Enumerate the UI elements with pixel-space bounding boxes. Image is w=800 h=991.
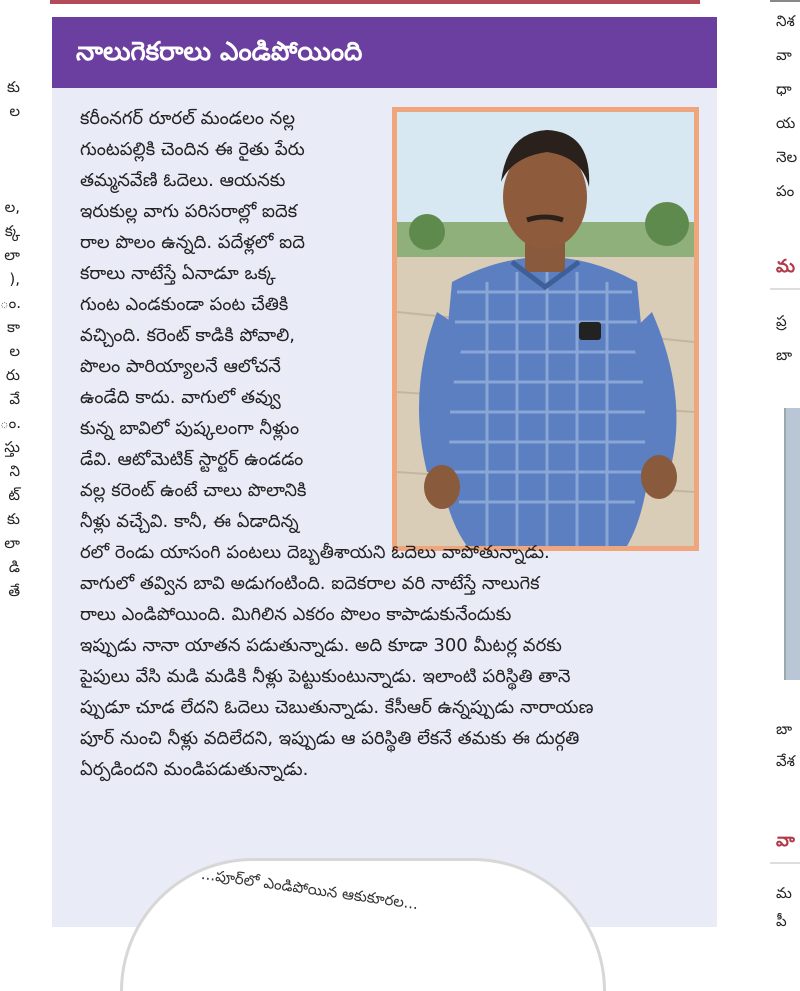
right-fragment: పీ: [776, 912, 787, 927]
right-fragment: పం: [776, 182, 795, 200]
left-fragment: రు: [5, 366, 20, 384]
right-fragment: బా: [776, 346, 793, 364]
body-line: కరీంనగర్ రూరల్ మండలం నల్ల: [80, 108, 296, 129]
left-fragment: ల: [9, 342, 20, 360]
body-line: పొలం పారియ్యాలనే ఆలోచనే: [80, 356, 281, 377]
left-fragment: డి: [8, 558, 20, 576]
top-rule: [50, 0, 700, 4]
right-fragment: బా: [776, 720, 793, 738]
left-fragment: కు: [6, 510, 20, 528]
right-fragment: వేశ: [776, 752, 795, 770]
left-fragment: [0, 152, 22, 176]
right-fragment: య: [776, 114, 796, 132]
left-fragment: ని: [9, 462, 20, 480]
left-column-fragment: [0, 80, 22, 608]
left-fragment: ల: [9, 102, 20, 120]
article-headline: నాలుగెకరాలు ఎండిపోయింది: [52, 17, 717, 88]
next-photo-frame: [120, 858, 606, 991]
body-line: కున్న బావిలో పుష్కలంగా నీళ్లుం: [80, 418, 300, 439]
article-box: [52, 17, 717, 927]
left-fragment: ),: [9, 270, 20, 288]
right-heading: మ: [776, 256, 796, 277]
right-fragment: ధా: [776, 80, 792, 98]
body-line: ఇరుకుల్ల వాగు పరిసరాల్లో ఐదెక: [80, 201, 298, 222]
body-line: రాల పొలం ఉన్నది. పదేళ్లలో ఐదె: [80, 232, 305, 253]
left-fragment: ల,: [4, 198, 20, 216]
left-fragment: కు: [6, 78, 20, 96]
body-line: వల్ల కరెంట్ ఉంటే చాలు పొలానికి: [80, 480, 307, 501]
farmer-photo-image: [397, 112, 694, 546]
body-line: గుంట ఎండకుండా పంట చేతికి: [80, 294, 289, 315]
left-fragment: ం.: [0, 294, 22, 312]
body-line: ఉండేది కాదు. వాగులో తవ్వు: [80, 387, 281, 408]
body-line: ప్పుడూ చూడ లేదని ఓదెలు చెబుతున్నాడు. కేసీఆర్ ఉన్నప్పుడు నారాయణ: [80, 697, 594, 718]
body-line: వచ్చింది. కరెంట్ కాడికి పోవాలి,: [80, 325, 295, 346]
body-line: పూర్ నుంచి నీళ్లు వదిలేదని, ఇప్పుడు ఆ పరిస్థితి లేకనే తమకు ఈ దుర్గతి: [80, 728, 580, 749]
left-fragment: వే: [9, 390, 20, 408]
right-separator: [770, 862, 800, 864]
left-fragment: తే: [8, 582, 20, 600]
body-line: డేవి. ఆటోమెటిక్ స్టార్టర్ ఉండడం: [80, 449, 304, 470]
next-photo-caption: ...పూర్‌లో ఎండిపోయిన ఆకుకూరల...: [200, 864, 420, 914]
body-line: గుంటపల్లికి చెందిన ఈ రైతు పేరు: [80, 139, 305, 160]
left-fragment: లా: [4, 534, 20, 552]
left-fragment: స్తు: [4, 438, 20, 456]
left-fragment: [0, 128, 22, 152]
right-column-fragment: [770, 0, 800, 927]
body-line: ఏర్పడిందని మండిపడుతున్నాడు.: [80, 759, 309, 780]
body-line: రలో రెండు యాసంగి పంటలు దెబ్బతీశాయని ఓదెలు వాపోతున్నాడు.: [80, 542, 550, 563]
right-heading: వా: [776, 830, 795, 851]
right-photo-fragment: [784, 408, 800, 680]
body-line: పైపులు వేసి మడి మడికి నీళ్లు పెట్టుకుంటున్నాడు. ఇలాంటి పరిస్థితి తానె: [80, 666, 571, 687]
body-line: ఇప్పుడు నానా యాతన పడుతున్నాడు. అది కూడా 300 మీటర్ల వరకు: [80, 635, 562, 656]
body-line: తమ్మనవేణి ఓదెలు. ఆయనకు: [80, 170, 286, 191]
left-fragment: ట్: [8, 486, 20, 504]
body-line: కరాలు నాటేస్తే ఏనాడూ ఒక్క: [80, 263, 276, 284]
body-line: రాలు ఎండిపోయింది. మిగిలిన ఎకరం పొలం కాపాడుకునేందుకు: [80, 604, 512, 625]
body-line: నీళ్లు వచ్చేవి. కానీ, ఈ ఏడాదిన్న: [80, 511, 299, 532]
right-fragment: నిశ: [776, 12, 795, 30]
left-fragment: కా: [6, 318, 20, 336]
left-fragment: ం.: [0, 414, 22, 432]
body-line: వాగులో తవ్విన బావి అడుగంటింది. ఐదెకరాల వరి నాటేస్తే నాలుగెక: [80, 573, 540, 594]
right-fragment: ప్ర: [776, 312, 787, 330]
right-fragment: వా: [776, 46, 792, 64]
right-fragment: నెల: [776, 148, 798, 166]
left-fragment: [0, 176, 22, 200]
left-fragment: క్క: [4, 222, 20, 240]
left-fragment: లా: [4, 246, 20, 264]
right-fragment: మ: [776, 884, 792, 902]
right-separator: [770, 288, 800, 290]
farmer-photo: [392, 107, 699, 551]
